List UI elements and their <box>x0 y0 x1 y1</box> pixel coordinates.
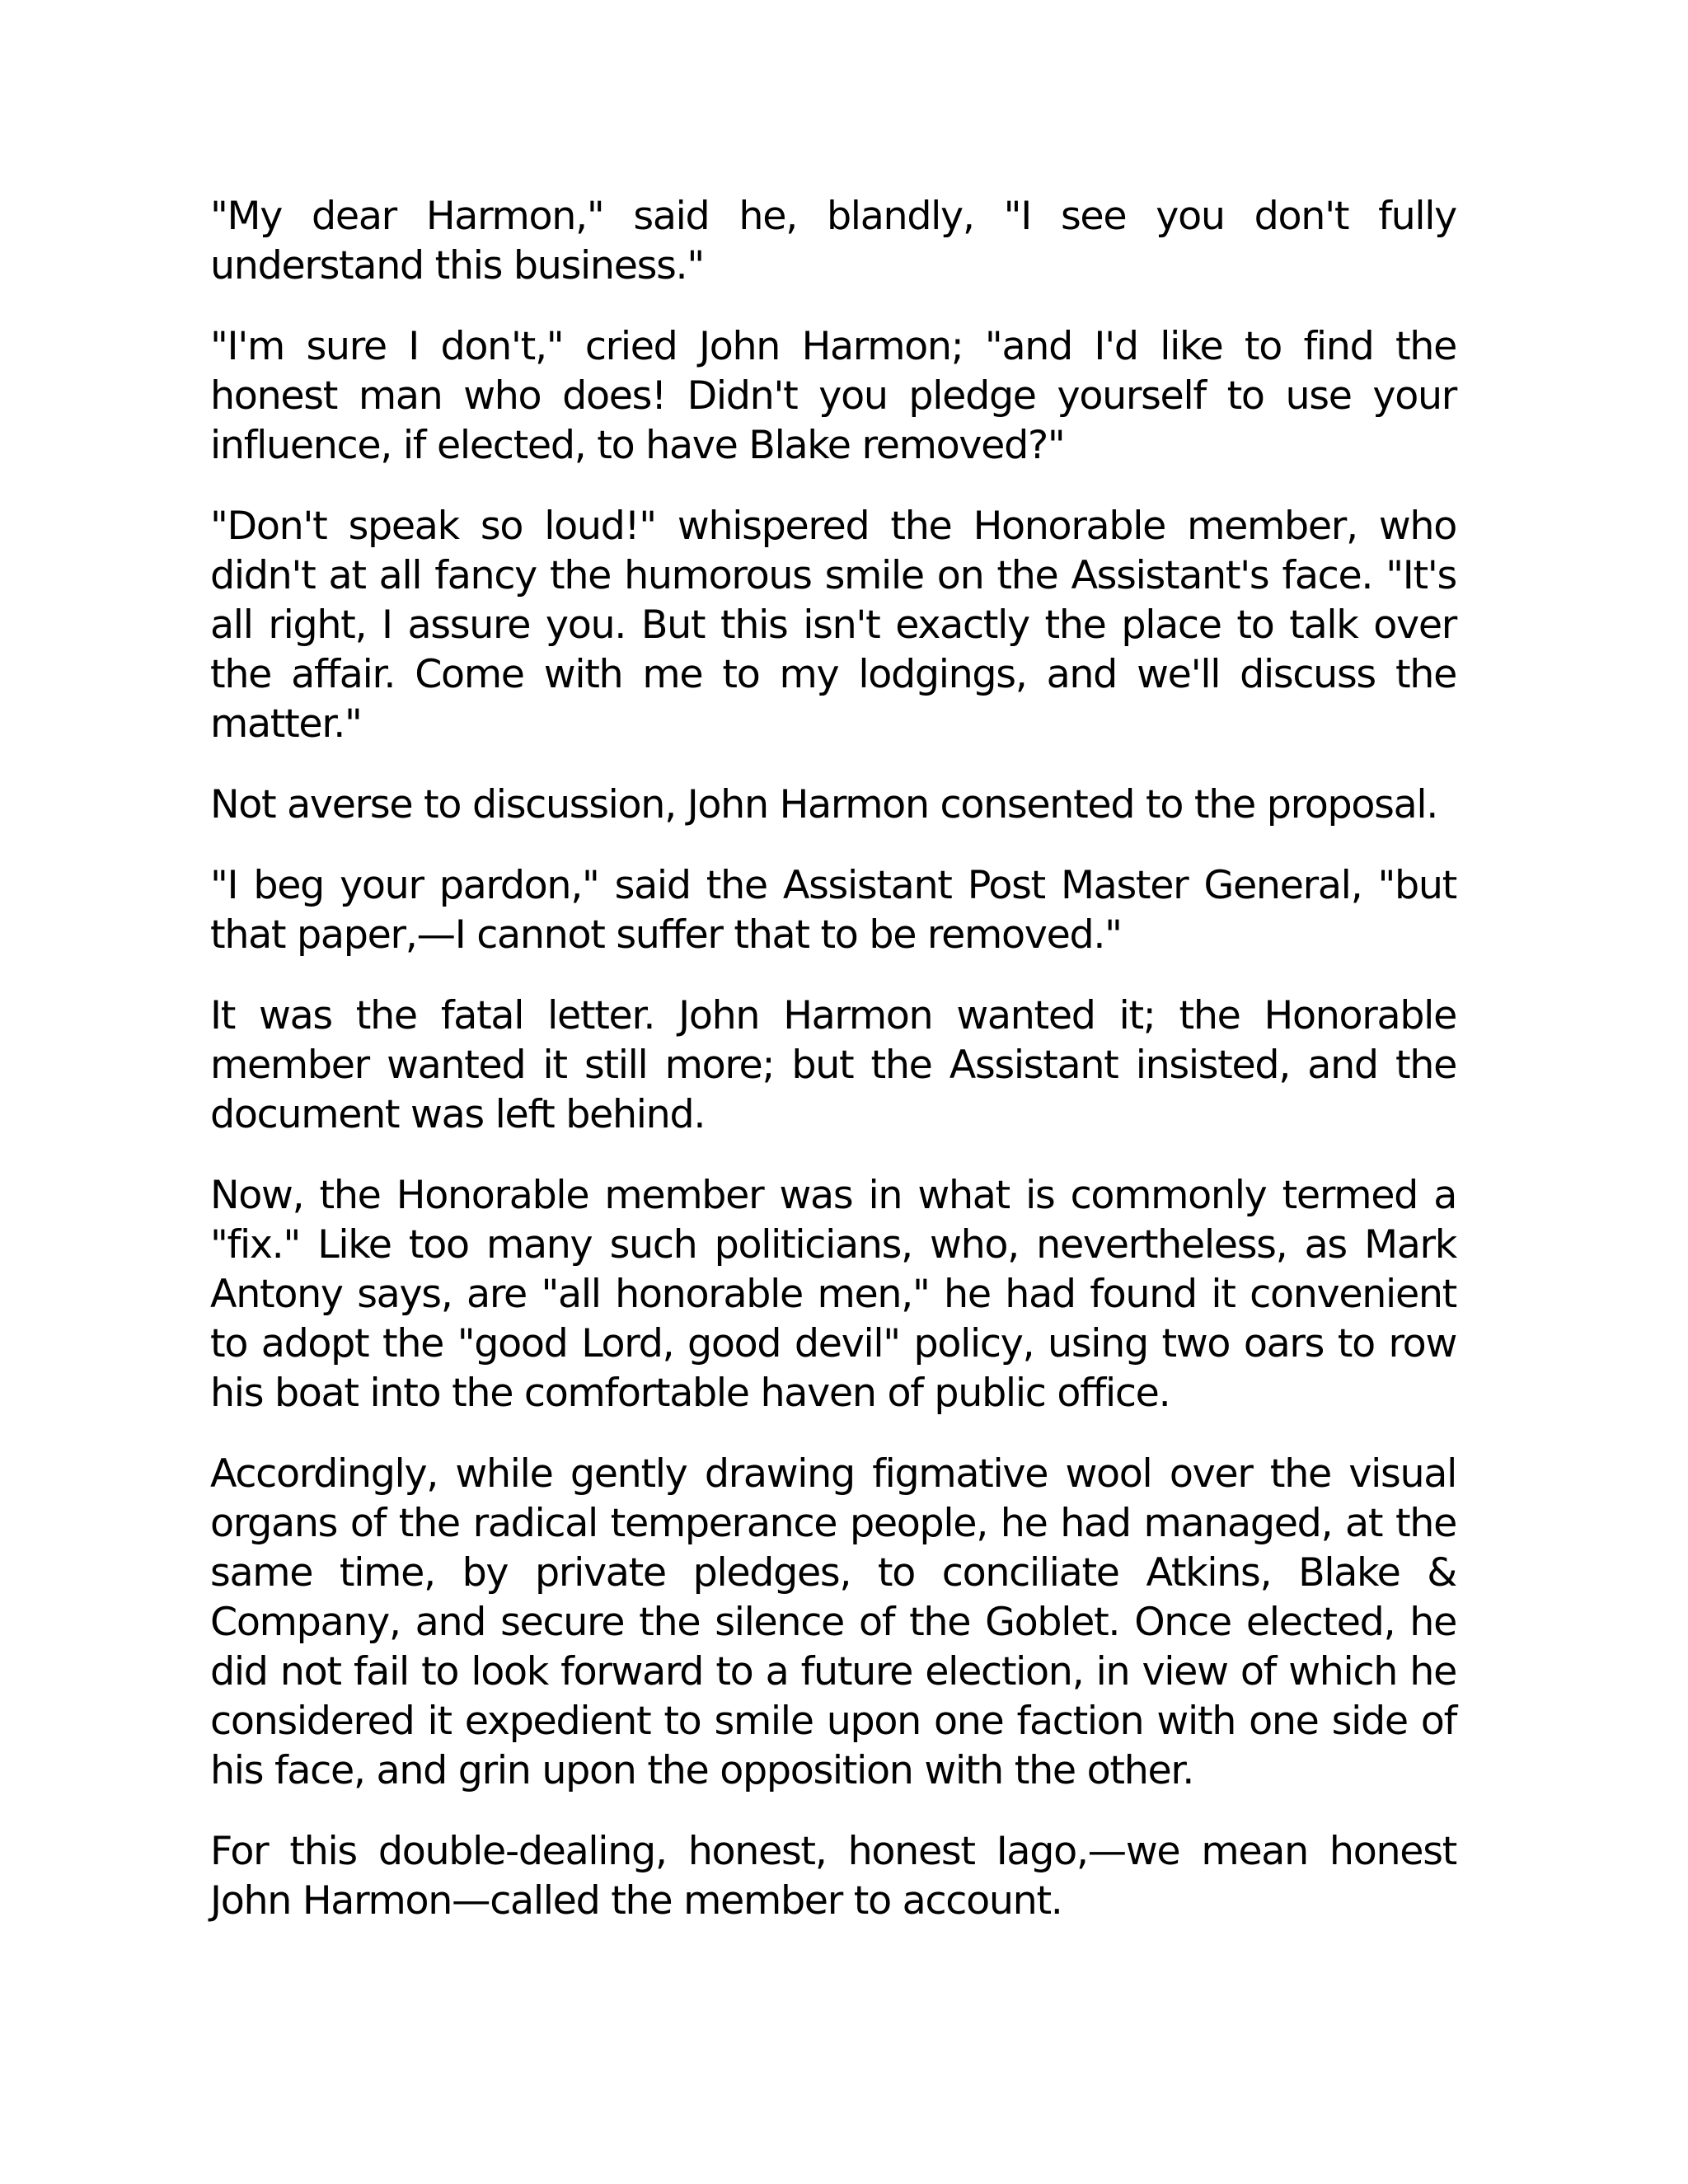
paragraph-8: Accordingly, while gently drawing figmative wool over the visual organs of the radical temperance people, he had managed, at the same time, by private pledges, to conciliate Atkins, Blake & Company, and secure the silence of the Goblet. Once elected, he did not fail to look forward to a future election, in view of which he considered it expedient to smile upon one faction with one side of his face, and grin upon the opposition with the other. <box>210 1451 1456 1793</box>
paragraph-6: It was the fatal letter. John Harmon wanted it; the Honorable member wanted it still more; but the Assistant insisted, and the document was left behind. <box>210 993 1456 1137</box>
paragraph-3: "Don't speak so loud!" whispered the Honorable member, who didn't at all fancy the humorous smile on the Assistant's face. "It's all right, I assure you. But this isn't exactly the place to talk over the affair. Come with me to my lodgings, and we'll discuss the matter." <box>210 504 1456 747</box>
paragraph-4: Not averse to discussion, John Harmon consented to the proposal. <box>210 782 1438 827</box>
paragraph-2: "I'm sure I don't," cried John Harmon; "and I'd like to find the honest man who does! Didn't you pledge yourself to use your influence, if elected, to have Blake removed?" <box>210 324 1456 468</box>
paragraph-7: Now, the Honorable member was in what is commonly termed a "fix." Like too many such politicians, who, nevertheless, as Mark Antony says, are "all honorable men," he had found it convenient to adopt the "good Lord, good devil" policy, using two oars to row his boat into the comfortable haven of public office. <box>210 1173 1456 1416</box>
paragraph-5: "I beg your pardon," said the Assistant Post Master General, "but that paper,—I cannot suffer that to be removed." <box>210 863 1456 958</box>
paragraph-9: For this double-dealing, honest, honest Iago,—we mean honest John Harmon—called the member to account. <box>210 1829 1456 1924</box>
paragraph-1: "My dear Harmon," said he, blandly, "I see you don't fully understand this business." <box>210 194 1456 288</box>
page-body <box>210 192 1456 1957</box>
